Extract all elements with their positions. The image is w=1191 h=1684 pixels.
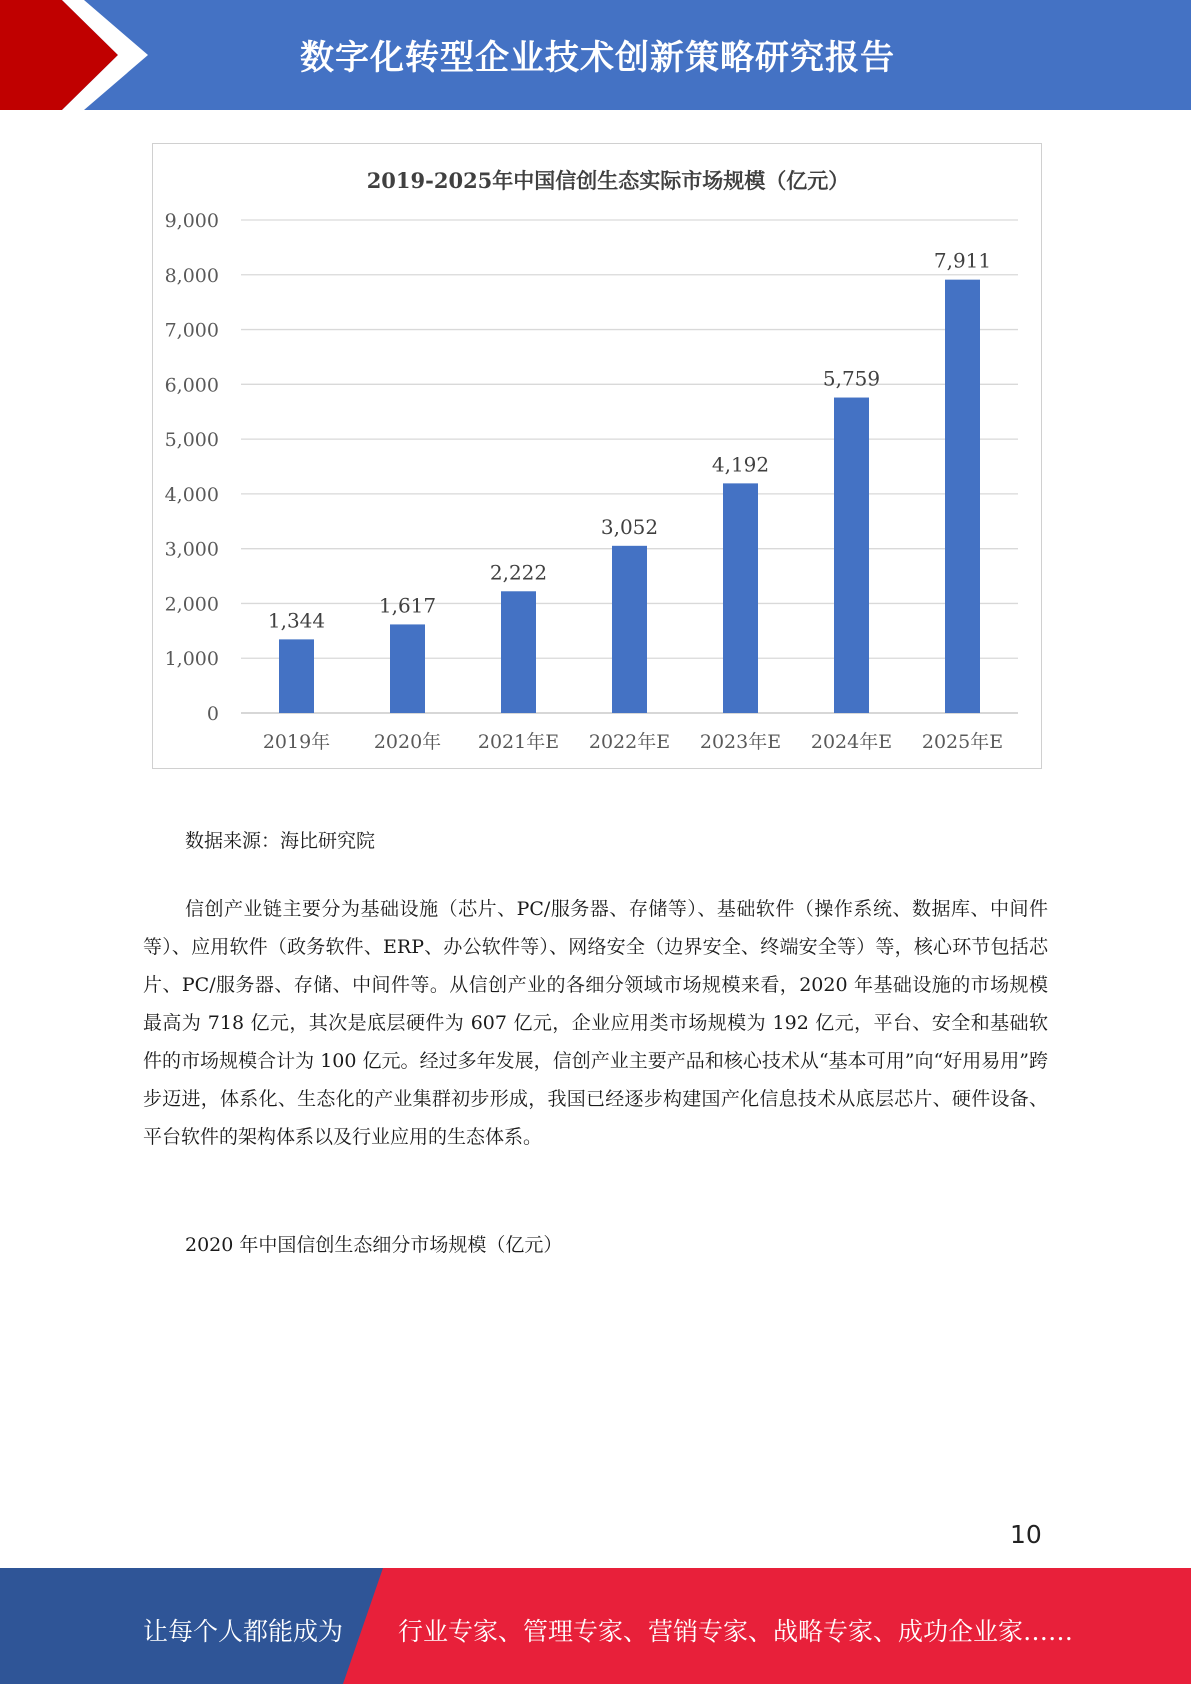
y-tick-label: 0: [206, 703, 219, 725]
next-chart-caption: 2020 年中国信创生态细分市场规模（亿元）: [185, 1234, 563, 1256]
y-tick-label: 5,000: [164, 429, 219, 452]
bar: [390, 624, 425, 713]
header-banner: [0, 0, 1191, 110]
y-tick-label: 6,000: [164, 374, 219, 397]
y-tick-label: 1,000: [164, 648, 219, 671]
bar: [723, 483, 758, 713]
x-tick-label: 2023年E: [699, 731, 782, 753]
report-title: 数字化转型企业技术创新策略研究报告: [300, 38, 895, 78]
x-tick-label: 2019年: [262, 731, 331, 753]
bar-value-label: 1,617: [378, 593, 437, 618]
chart-title: 2019-2025年中国信创生态实际市场规模（亿元）: [366, 168, 850, 193]
x-tick-label: 2021年E: [477, 731, 560, 753]
y-tick-label: 3,000: [164, 538, 219, 561]
x-tick-label: 2020年: [373, 731, 442, 753]
bar-value-label: 4,192: [711, 452, 770, 477]
bar: [279, 639, 314, 713]
x-tick-label: 2022年E: [588, 731, 671, 753]
y-tick-label: 8,000: [164, 264, 219, 287]
bar-value-label: 2,222: [489, 560, 548, 585]
bar: [501, 591, 536, 713]
bar-value-label: 1,344: [267, 608, 326, 633]
bar: [945, 280, 980, 713]
footer-banner: [0, 1568, 1191, 1684]
chart-svg: [153, 144, 1040, 767]
bar-value-label: 3,052: [600, 514, 659, 539]
y-tick-label: 2,000: [164, 593, 219, 616]
y-tick-label: 9,000: [164, 210, 219, 232]
page-number: 10: [1010, 1520, 1042, 1549]
data-source-caption: 数据来源：海比研究院: [185, 830, 376, 852]
header-arrow-decoration: [0, 0, 160, 110]
x-tick-label: 2024年E: [810, 731, 893, 753]
bar-value-label: 5,759: [822, 366, 881, 391]
y-tick-label: 7,000: [164, 319, 219, 342]
body-paragraph: 信创产业链主要分为基础设施（芯片、PC/服务器、存储等）、基础软件（操作系统、数据库、中间件等）、应用软件（政务软件、ERP、办公软件等）、网络安全（边界安全、终端安全等）等，核心环节包括芯片、PC/服务器、存储、中间件等。从信创产业的各细分领域市场规模来看，2020 年基础设施的市场规模最高为 718 亿元，其次是底层硬件为 607 亿元，企业应用类市场规模为 192 亿元，平台、安全和基础软件的市场规模合计为 100 亿元。经过多年发展，信创产业主要产品和核心技术从“基本可用”向“好用易用”跨步迈进，体系化、生态化的产业集群初步形成，我国已经逐步构建国产化信息技术从底层芯片、硬件设备、平台软件的架构体系以及行业应用的生态体系。: [143, 898, 1048, 1148]
bar: [834, 398, 869, 713]
bar: [612, 546, 647, 713]
y-tick-label: 4,000: [164, 483, 219, 506]
footer-slogan-left: 让每个人都能成为: [143, 1617, 344, 1646]
bar-chart: [152, 143, 1042, 769]
footer-slogan-right: 行业专家、管理专家、营销专家、战略专家、成功企业家……: [398, 1617, 1074, 1646]
x-tick-label: 2025年E: [921, 731, 1004, 753]
bar-value-label: 7,911: [933, 248, 992, 273]
